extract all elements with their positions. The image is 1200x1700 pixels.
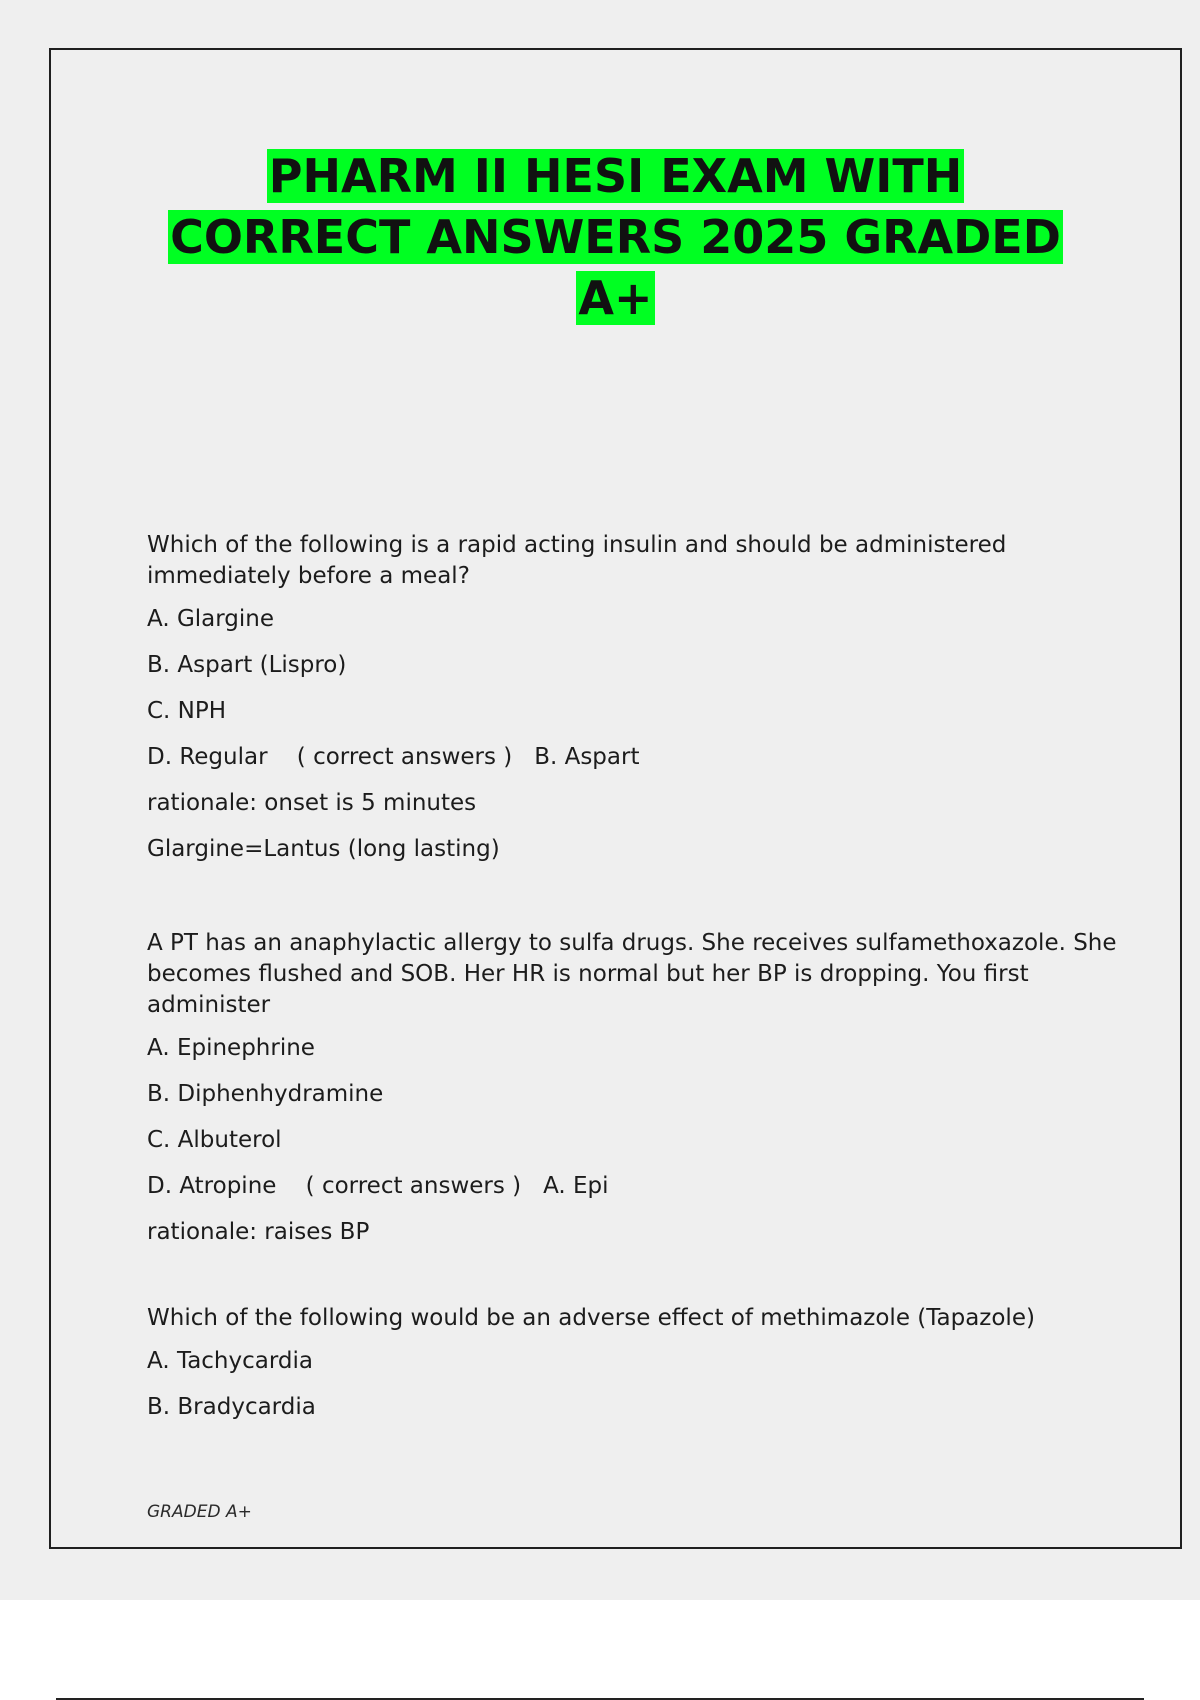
question-list <box>147 530 1147 1438</box>
option-line: C. Albuterol <box>147 1127 282 1153</box>
question-stem: A PT has an anaphylactic allergy to sulfa drugs. She receives sulfamethoxazole. She becomes flushed and SOB. Her HR is normal but her BP is dropping. You first administer <box>147 930 1117 1018</box>
document-title <box>51 146 1180 329</box>
title-line-2: CORRECT ANSWERS 2025 GRADED <box>170 210 1061 264</box>
option-line: B. Bradycardia <box>147 1394 316 1420</box>
question-block <box>147 928 1147 1248</box>
answer-line: D. Regular ( correct answers ) B. Aspart <box>147 744 640 770</box>
document-page <box>49 48 1182 1549</box>
spacer <box>147 880 1147 928</box>
rationale-line: rationale: raises BP <box>147 1219 370 1245</box>
rationale-line: rationale: onset is 5 minutes <box>147 790 477 816</box>
question-stem: Which of the following is a rapid acting insulin and should be administered immediately before a meal? <box>147 532 1007 589</box>
question-block <box>147 530 1147 865</box>
option-line: A. Glargine <box>147 606 275 632</box>
option-line: B. Aspart (Lispro) <box>147 652 347 678</box>
spacer <box>147 1263 1147 1303</box>
rationale-line: Glargine=Lantus (long lasting) <box>147 836 500 862</box>
title-line-1: PHARM II HESI EXAM WITH <box>268 149 963 203</box>
option-line: C. NPH <box>147 698 227 724</box>
question-block <box>147 1303 1147 1423</box>
option-line: A. Epinephrine <box>147 1035 315 1061</box>
question-stem: Which of the following would be an adverse effect of methimazole (Tapazole) <box>147 1305 1035 1331</box>
title-line-3: A+ <box>578 271 653 325</box>
option-line: B. Diphenhydramine <box>147 1081 384 1107</box>
page-footer-note: GRADED A+ <box>147 1502 252 1522</box>
option-line: A. Tachycardia <box>147 1348 313 1374</box>
answer-line: D. Atropine ( correct answers ) A. Epi <box>147 1173 609 1199</box>
